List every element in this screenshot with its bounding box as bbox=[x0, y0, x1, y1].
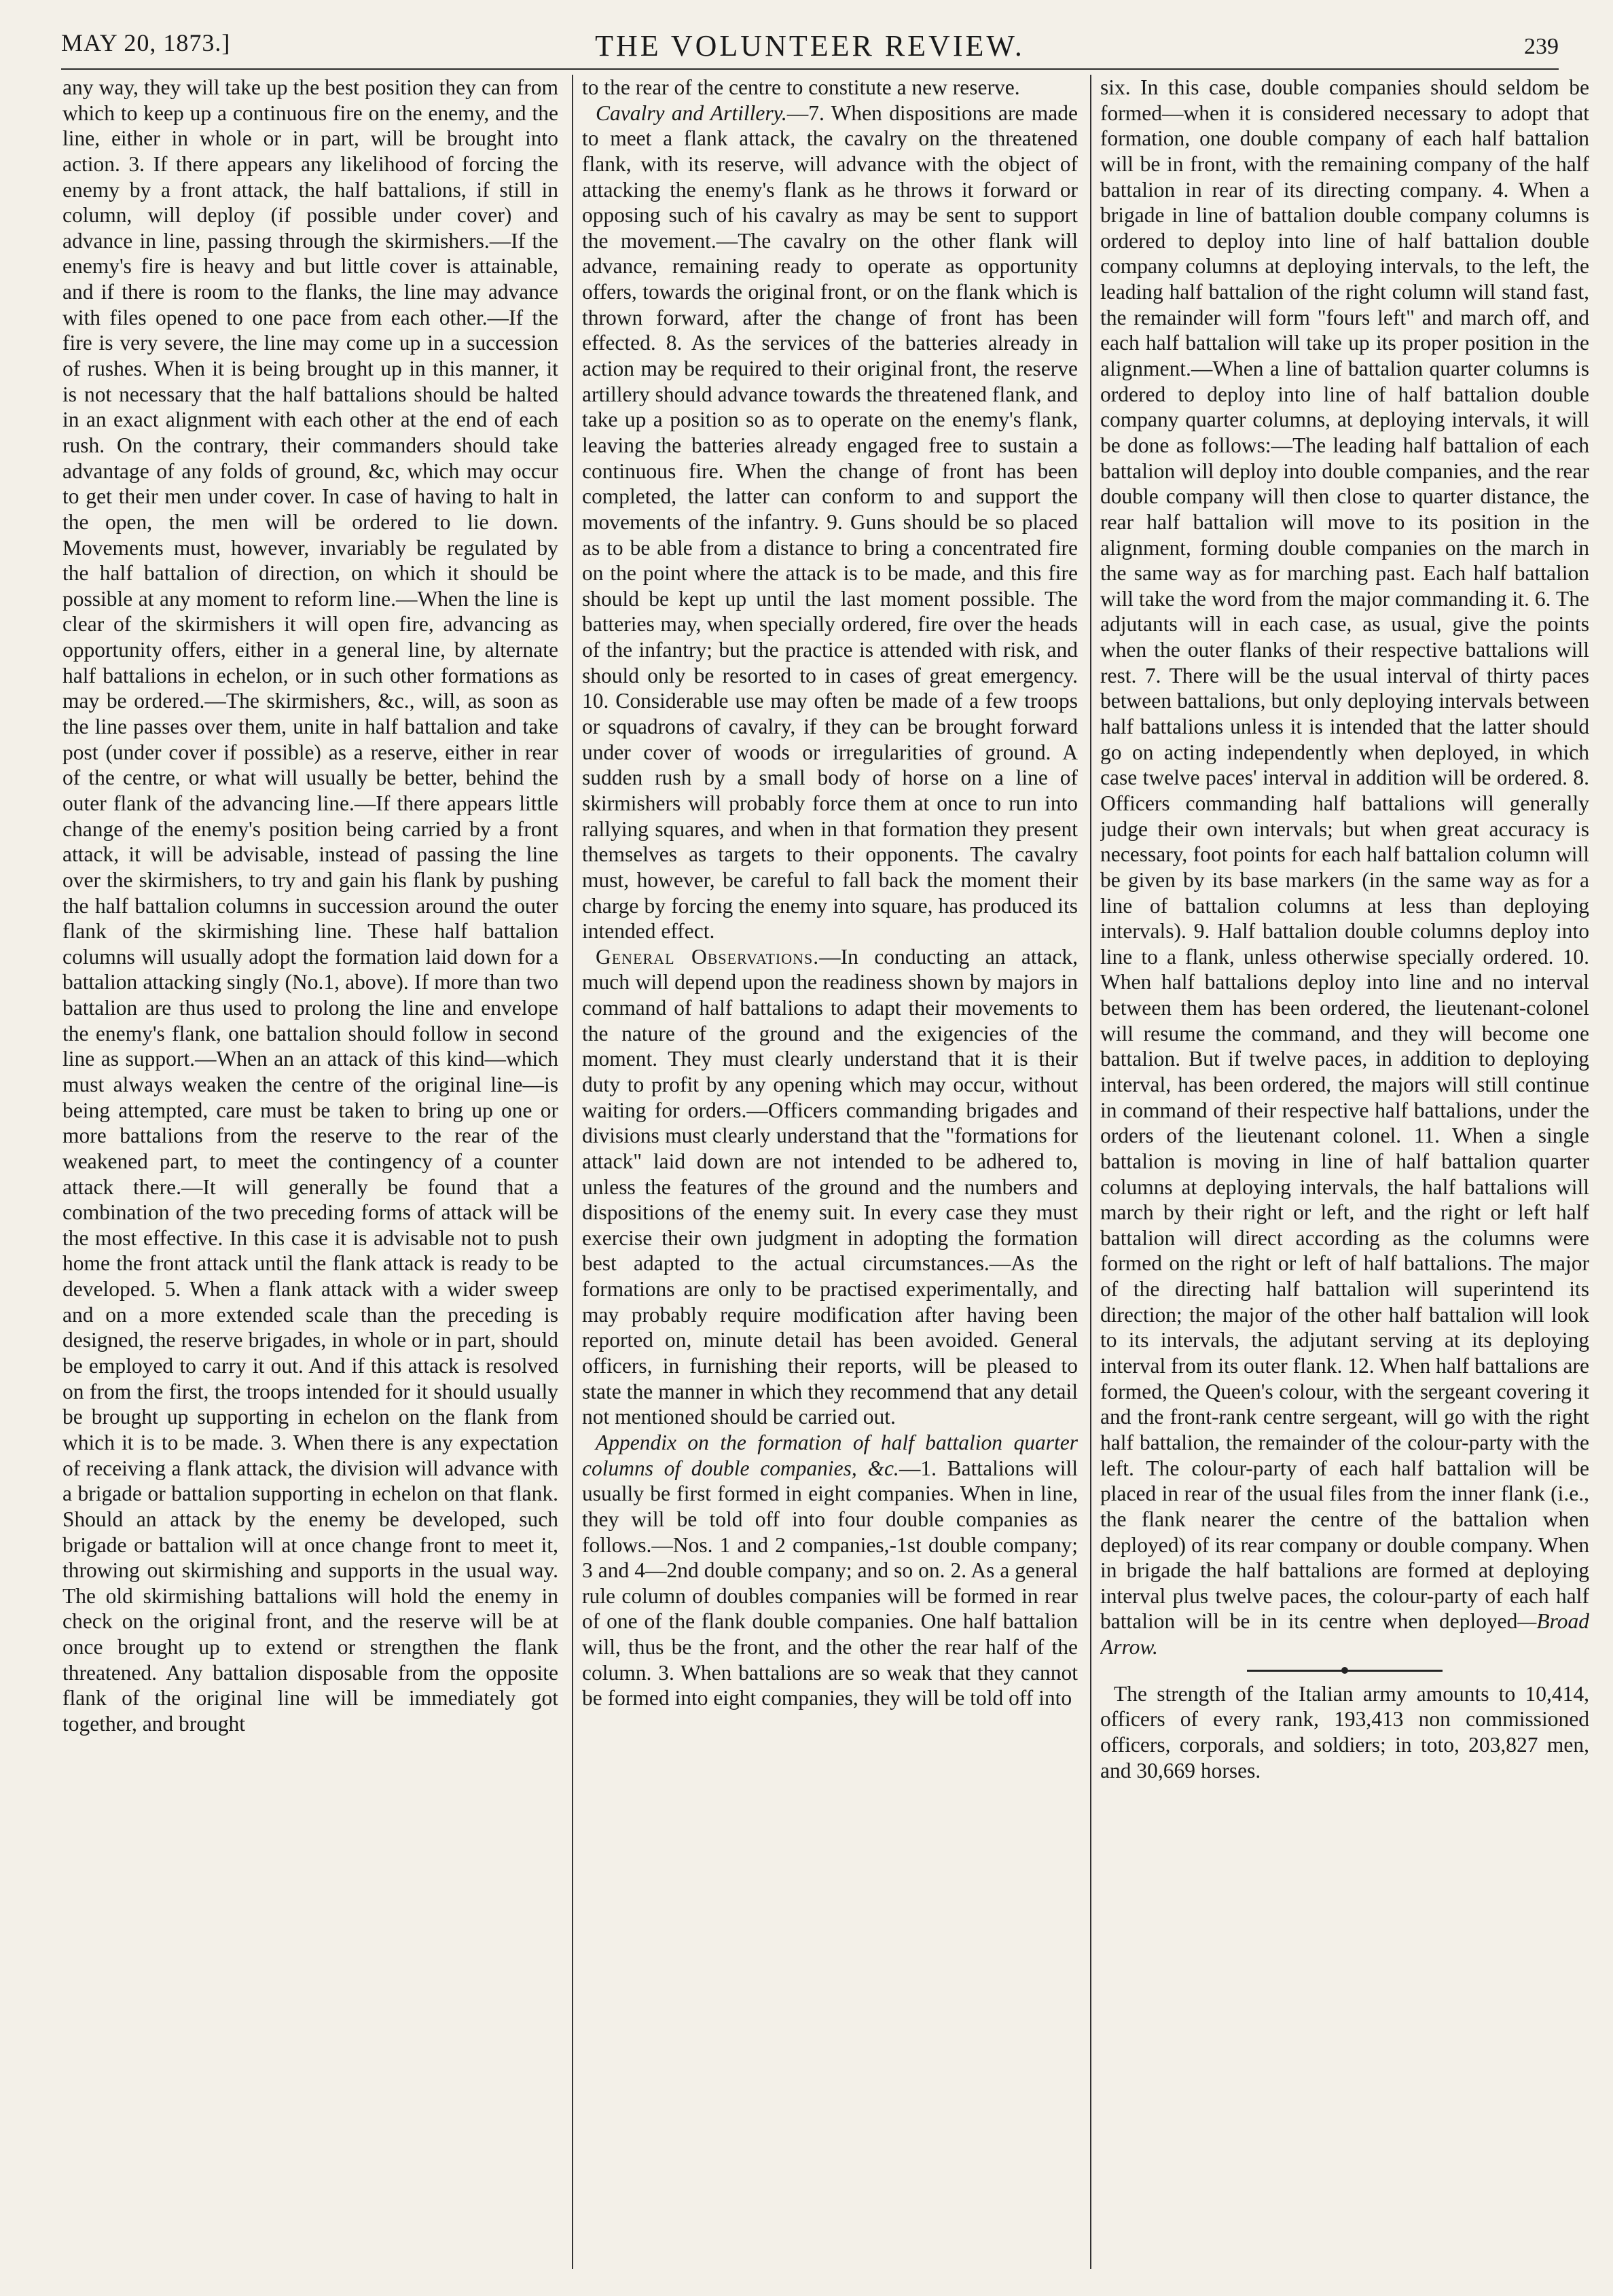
signature: —Broad Arrow. bbox=[1100, 1609, 1589, 1660]
page-header bbox=[61, 29, 1559, 62]
general-section bbox=[582, 944, 1078, 1430]
cavalry-section bbox=[582, 101, 1078, 944]
cavalry-text: —7. When dispositions are made to meet a flank attack, the cavalry on the threatened flank, with its reserve, will advance with the object of attacking the enemy's flank as he throws it forward or opposing such of his cavalry as may be sent to support the movement.—The cavalry on the other flank will advance, remaining ready to operate as opportunity offers, towards the original front, or on the flank which is thrown forward, after the change of front has been effected. 8. As the services of the batteries already in action may be required to their original front, the reserve artillery should advance towards the threatened flank, and take up a position so as to operate on the enemy's flank, leaving the batteries already engaged free to sustain a continuous fire. When the change of front has been completed, the latter can conform to and support the movements of the infantry. 9. Guns should be so placed as to be able from a distance to bring a concentrated fire on the point where the attack is to be made, and this fire should be kept up until the last moment possible. The batteries may, when specially ordered, fire over the heads of the infantry; but the practice is attended with risk, and should only be resorted to in cases of great emergency. 10. Considerable use may often be made of a few troops or squadrons of cavalry, if they can be brought forward under cover of woods or irregularities of ground. A sudden rush by a small body of horse on a line of skirmishers will probably force them at once to run into rallying squares, and when in that formation they present themselves as targets to their opponents. The cavalry must, however, be careful to fall back the moment their charge by forcing the enemy into square, has produced its intended effect. bbox=[582, 101, 1078, 944]
column-divider-2 bbox=[1090, 75, 1091, 2269]
general-heading: General Observations. bbox=[596, 944, 820, 969]
col3-paragraph bbox=[1100, 75, 1589, 1660]
column-1 bbox=[62, 75, 558, 2269]
appendix-section bbox=[582, 1430, 1078, 1711]
publication-title: THE VOLUNTEER REVIEW. bbox=[595, 29, 1025, 62]
general-text: —In conducting an attack, much will depend upon the readiness shown by majors in command of half battalions to adapt their movements to the nature of the ground and the exigencies of the moment. They must clearly understand that it is their duty to profit by any opening which may occur, without waiting for orders.—Officers commanding brigades and divisions must clearly understand that the "formations for attack" laid down are not intended to be adhered to, unless the features of the ground and the numbers and dispositions of the enemy suit. In every case they must exercise their own judgment in adopting the formation best adapted to the actual circumstances.—As the formations are only to be practised experimentally, and may probably require modification after having been reported on, minute detail has been avoided. General officers, in furnishing their reports, will be pleased to state the manner in which they recommend that any detail not mentioned should be carried out. bbox=[582, 944, 1078, 1429]
col3-text: six. In this case, double companies should seldom be formed—when it is considered necessary to adopt that formation, one double company of each half battalion will be in front, with the remaining company of the half battalion in rear of its directing company. 4. When a brigade in line of battalion double company columns is ordered to deploy into line of half battalion double company columns at deploying intervals, to the left, the leading half battalion of the right column will stand fast, the remainder will form "fours left" and march off, and each half battalion will take up its proper position in the alignment.—When a line of battalion quarter columns is ordered to deploy into line of half battalion double company quarter columns, at deploying intervals, it will be done as follows:—The leading half battalion of each battalion will deploy into double companies, and the rear double company will then close to quarter distance, the rear half battalion will move to its position in the alignment, forming double companies on the march in the same way as for marching past. Each half battalion will take the word from the major commanding it. 6. The adjutants will in each case, as usual, give the points when the outer flanks of their respective battalions will rest. 7. There will be the usual interval of thirty paces between battalions, but only deploying intervals between half battalions unless it is intended that the latter should go on acting independently when deployed, in which case twelve paces' interval in addition will be ordered. 8. Officers commanding half battalions will generally judge their own intervals; but when great accuracy is necessary, foot points for each half battalion column will be given by its base markers (in the same way as for a line of battalion columns at less than deploying intervals). 9. Half battalion double columns deploy into line to a flank, unless otherwise specially ordered. 10. When half battalions deploy into line and no interval between them has been ordered, the lieutenant-colonel will resume the command, and they will become one battalion. But if twelve paces, in addition to deploying interval, has been ordered, the majors will still continue in command of their respective half battalions, under the orders of the lieutenant colonel. 11. When a single battalion is moving in line of half battalion quarter columns at deploying intervals, the half battalions will march by their right or left, and the right or left half battalion will direct according as the columns were formed on the right or left of half battalions. The major of the directing half battalion will superintend its direction; the major of the other half battalion will look to its intervals, the adjutant serving at its deploying interval from its outer flank. 12. When half battalions are formed, the Queen's colour, with the sergeant covering it and the front-rank centre sergeant, will go with the right half battalion, the remainder of the colour-party with the left. The colour-party of each half battalion will be placed in rear of the usual files from the inner flank (i.e., the flank nearer the centre of the battalion when deployed) of its rear company or double company. When in brigade the half battalions are formed at deploying interval plus twelve paces, the colour-party of each half battalion will be in its centre when deployed bbox=[1100, 75, 1589, 1634]
col1-paragraph: any way, they will take up the best position they can from which to keep up a continuous fire on the enemy, and the line, either in whole or in part, will be brought into action. 3. If there appears any likelihood of forcing the enemy by a front attack, the half battalions, if still in column, will deploy (if possible under cover) and advance in line, passing through the skirmishers.—If the enemy's fire is heavy and but little cover is attainable, and if there is room to the flanks, the line may advance with files opened to one pace from each other.—If the fire is very severe, the line may come up in a succession of rushes. When it is being brought up in this manner, it is not necessary that the half battalions should be halted in an exact alignment with each other at the end of each rush. On the contrary, their commanders should take advantage of any folds of ground, &c, which may occur to get their men under cover. In case of having to halt in the open, the men will be ordered to lie down. Movements must, however, invariably be regulated by the half battalion of direction, on which it should be possible at any moment to reform line.—When the line is clear of the skirmishers it will open fire, advancing as opportunity offers, either in a general line, by alternate half battalions in echelon, or in such other formations as may be ordered.—The skirmishers, &c., will, as soon as the line passes over them, unite in half battalion and take post (under cover if possible) as a reserve, either in rear of the centre, or what will usually be better, behind the outer flank of the advancing line.—If there appears little change of the enemy's position being carried by a front attack, it will be advisable, instead of passing the line over the skirmishers, to try and gain his flank by pushing the half battalion columns in succession around the outer flank of the skirmishing line. These half battalion columns will usually adopt the formation laid down for a battalion attacking singly (No.1, above). If more than two battalion are thus used to prolong the line and envelope the enemy's flank, one battalion should follow in second line as support.—When an an attack of this kind—which must always weaken the centre of the original line—is being attempted, care must be taken to bring up one or more battalions from the reserve to the rear of the weakened part, to meet the contingency of a counter attack there.—It will generally be found that a combination of the two preceding forms of attack will be the most effective. In this case it is advisable not to push home the front attack until the flank attack is ready to be developed. 5. When a flank attack with a wider sweep and on a more extended scale than the preceding is designed, the reserve brigades, in whole or in part, should be employed to carry it out. And if this attack is resolved on from the first, the troops intended for it should usually be brought up supporting in echelon on the flank from which it is to be made. 3. When there is any expectation of receiving a flank attack, the division will advance with a brigade or battalion supporting in echelon on that flank. Should an attack by the enemy be developed, such brigade or battalion will at once change front to meet it, throwing out skirmishing and supports in the usual way. The old skirmishing battalions will hold the enemy in check on the original front, and the reserve will be at once brought up to extend or strengthen the flank threatened. Any battalion disposable from the opposite flank of the original line will be immediately got together, and brought bbox=[62, 75, 558, 1736]
column-3 bbox=[1100, 75, 1589, 2269]
italy-article: The strength of the Italian army amounts to 10,414, officers of every rank, 193,413 non commissioned officers, corporals, and soldiers; in toto, 203,827 men, and 30,669 horses. bbox=[1100, 1681, 1589, 1782]
article-divider bbox=[1247, 1670, 1443, 1672]
cavalry-heading: Cavalry and Artillery. bbox=[596, 101, 787, 125]
appendix-heading: Appendix on the formation of half battalion quarter columns of double companies, &c. bbox=[582, 1430, 1078, 1480]
header-rule bbox=[61, 68, 1559, 70]
appendix-text: —1. Battalions will usually be first formed in eight companies. When in line, they will be told off into four double companies as follows.—Nos. 1 and 2 companies,-1st double company; 3 and 4—2nd double company; and so on. 2. As a general rule column of doubles companies will be formed in rear of one of the flank double companies. One half battalion will, thus be the front, and the other the rear half of the column. 3. When battalions are so weak that they cannot be formed into eight companies, they will be told off into bbox=[582, 1456, 1078, 1710]
page-number: 239 bbox=[1524, 34, 1559, 59]
col2-opening: to the rear of the centre to constitute a new reserve. bbox=[582, 75, 1020, 99]
column-2 bbox=[582, 75, 1078, 2269]
issue-date: MAY 20, 1873.] bbox=[61, 29, 231, 56]
column-divider-1 bbox=[572, 75, 573, 2269]
